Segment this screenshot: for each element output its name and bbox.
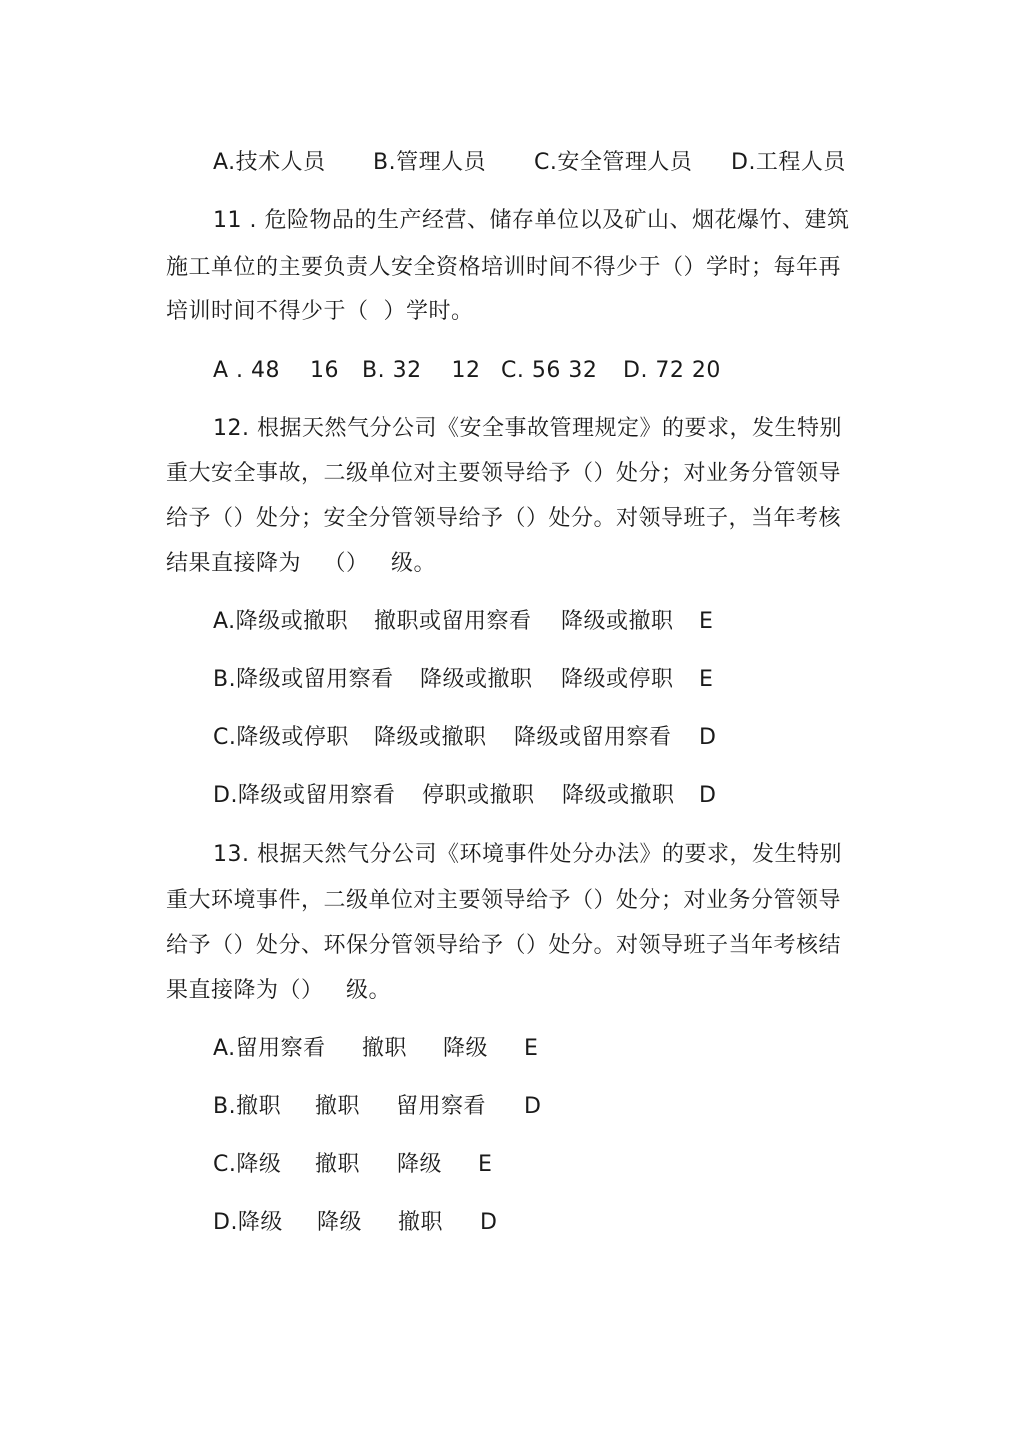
- q13-option-a-col-3: 降级: [443, 1036, 489, 1061]
- q13-option-a-col-2: 撤职: [362, 1036, 408, 1061]
- q10-option-c: C.安全管理人员: [534, 150, 693, 175]
- q12-option-c-col-4: D: [699, 725, 717, 750]
- q12-option-c-col-2: 降级或撤职: [374, 725, 487, 750]
- q13-option-c-col-3: 降级: [397, 1152, 443, 1177]
- q13-option-row-a: [213, 1034, 539, 1064]
- q10-options: [213, 148, 846, 178]
- q13-option-row-d: [213, 1208, 498, 1238]
- q13-option-d-col-1: D.降级: [213, 1210, 283, 1235]
- q12-option-b-col-2: 降级或撤职: [420, 667, 533, 692]
- q11-option-b: B. 32 12: [362, 358, 481, 383]
- q10-option-d: D.工程人员: [731, 150, 846, 175]
- q13-option-a-col-1: A.留用察看: [213, 1036, 326, 1061]
- q12-option-row-b: [213, 665, 714, 695]
- q13-option-d-col-3: 撤职: [398, 1210, 444, 1235]
- q11-text-line-1: 11 . 危险物品的生产经营、储存单位以及矿山、烟花爆竹、建筑: [213, 208, 850, 233]
- q13-option-b-col-1: B.撤职: [213, 1094, 282, 1119]
- q12-option-a-col-4: E: [699, 609, 714, 634]
- q12-option-c-col-3: 降级或留用察看: [514, 725, 672, 750]
- q13-option-c-col-4: E: [478, 1152, 493, 1177]
- q13-option-row-b: [213, 1092, 542, 1122]
- q12-text-line-3: 给予（）处分；安全分管领导给予（）处分。对领导班子，当年考核: [166, 506, 842, 531]
- q12-option-b-col-4: E: [699, 667, 714, 692]
- q13-text-line-1: 13. 根据天然气分公司《环境事件处分办法》的要求，发生特别: [213, 842, 842, 867]
- q12-option-d-col-3: 降级或撤职: [562, 783, 675, 808]
- q11-text-line-3: 培训时间不得少于（ ）学时。: [166, 299, 474, 324]
- q12-option-d-col-1: D.降级或留用察看: [213, 783, 396, 808]
- q12-option-a-col-3: 降级或撤职: [561, 609, 674, 634]
- q13-option-d-col-2: 降级: [317, 1210, 363, 1235]
- q13-option-b-col-2: 撤职: [315, 1094, 361, 1119]
- q13-option-row-c: [213, 1150, 493, 1180]
- q13-text-line-3: 给予（）处分、环保分管领导给予（）处分。对领导班子当年考核结: [166, 933, 842, 958]
- q11-text-line-2: 施工单位的主要负责人安全资格培训时间不得少于（）学时；每年再: [166, 255, 842, 280]
- q11-option-d: D. 72 20: [623, 358, 721, 383]
- q13-option-b-col-4: D: [524, 1094, 542, 1119]
- q13-option-c-col-1: C.降级: [213, 1152, 282, 1177]
- q13-option-d-col-4: D: [480, 1210, 498, 1235]
- q12-option-row-a: [213, 607, 714, 637]
- q12-text-line-2: 重大安全事故，二级单位对主要领导给予（）处分；对业务分管领导: [166, 461, 842, 486]
- q13-text-line-4: 果直接降为（） 级。: [166, 978, 391, 1003]
- q13-option-b-col-3: 留用察看: [396, 1094, 487, 1119]
- q13-option-a-col-4: E: [524, 1036, 539, 1061]
- q12-option-b-col-3: 降级或停职: [561, 667, 674, 692]
- q12-option-d-col-2: 停职或撤职: [422, 783, 535, 808]
- q13-text-line-2: 重大环境事件，二级单位对主要领导给予（）处分；对业务分管领导: [166, 888, 842, 913]
- q13-option-c-col-2: 撤职: [315, 1152, 361, 1177]
- q12-option-b-col-1: B.降级或留用察看: [213, 667, 394, 692]
- q12-option-row-d: [213, 781, 717, 811]
- q11-options: [213, 356, 721, 386]
- q12-option-d-col-4: D: [699, 783, 717, 808]
- q12-option-c-col-1: C.降级或停职: [213, 725, 349, 750]
- q12-text-line-4: 结果直接降为 （） 级。: [166, 551, 436, 576]
- q10-option-b: B.管理人员: [373, 150, 487, 175]
- q11-option-c: C. 56 32: [501, 358, 598, 383]
- q12-option-row-c: [213, 723, 717, 753]
- q12-option-a-col-2: 撤职或留用察看: [374, 609, 532, 634]
- q10-option-a: A.技术人员: [213, 150, 326, 175]
- q11-option-a: A . 48 16: [213, 358, 339, 383]
- q12-option-a-col-1: A.降级或撤职: [213, 609, 349, 634]
- q12-text-line-1: 12. 根据天然气分公司《安全事故管理规定》的要求，发生特别: [213, 416, 842, 441]
